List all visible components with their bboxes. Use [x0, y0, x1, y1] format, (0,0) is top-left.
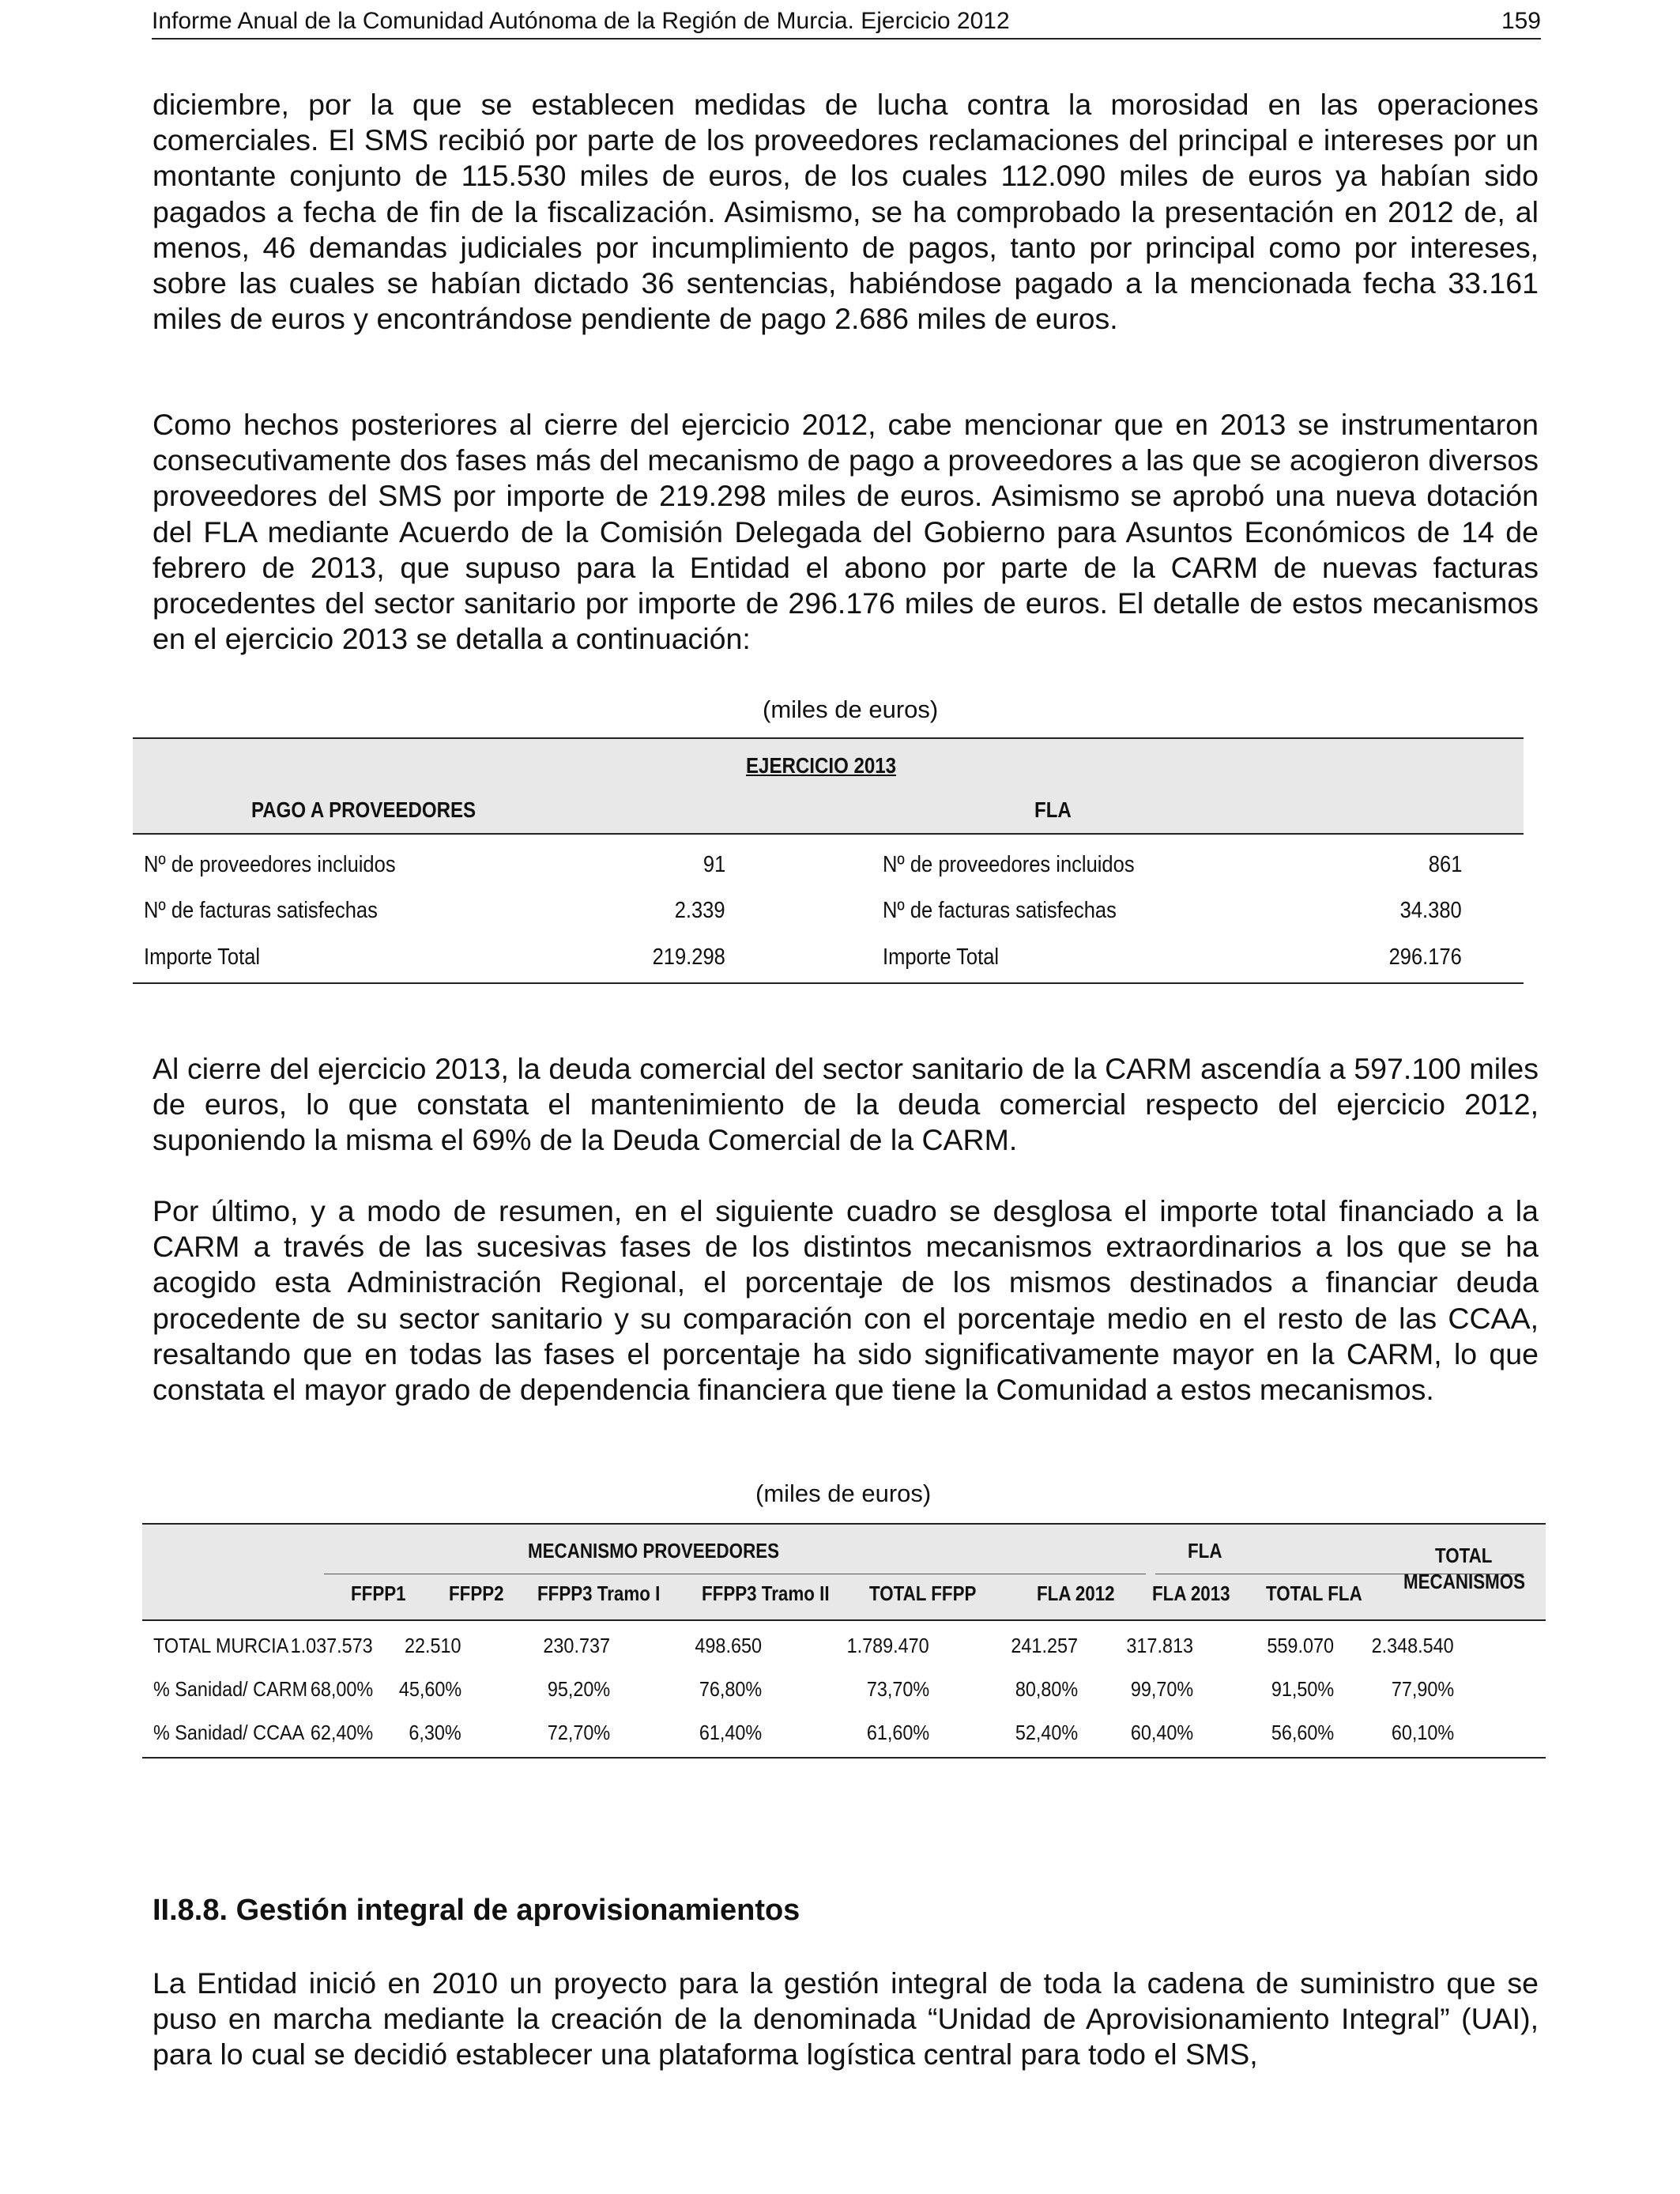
- table2-cell: 76,80%: [699, 1677, 762, 1701]
- table1-right-label: Importe Total: [883, 944, 1000, 970]
- table2-total-header-2: MECANISMOS: [1403, 1570, 1526, 1593]
- table2-row-label: TOTAL MURCIA: [153, 1634, 289, 1657]
- table2-cell: 2.348.540: [1371, 1634, 1454, 1657]
- header-title: Informe Anual de la Comunidad Autónoma de la Región de Murcia. Ejercicio 2012: [152, 8, 1010, 34]
- table2-cell: 60,10%: [1391, 1721, 1454, 1744]
- table2-cell: 1.037.573: [290, 1634, 373, 1657]
- page-header: [152, 5, 1541, 40]
- table2-cell: 68,00%: [310, 1677, 373, 1701]
- table1-left-label: Nº de proveedores incluidos: [144, 852, 396, 877]
- table1-left-value: 219.298: [652, 944, 725, 970]
- table2-cell: 99,70%: [1130, 1677, 1193, 1701]
- table2-header: [142, 1525, 1546, 1621]
- table1-group-header: EJERCICIO 2013: [746, 753, 897, 778]
- table1-right-header: FLA: [1034, 797, 1072, 822]
- table2-caption: (miles de euros): [755, 1480, 932, 1507]
- table1-left-header: PAGO A PROVEEDORES: [251, 797, 477, 822]
- paragraph-deuda-comercial: Al cierre del ejercicio 2013, la deuda comercial del sector sanitario de la CARM ascendía a 597.100 miles de euros, lo que constata el mantenimiento de la deuda comercial respecto del ejercicio 2012, suponiendo la misma el 69% de la Deuda Comercial de la CARM.: [153, 1052, 1539, 1157]
- table1-right-value: 34.380: [1399, 898, 1462, 923]
- page-number: 159: [1501, 8, 1541, 34]
- table2-cell: 73,70%: [866, 1677, 929, 1701]
- table2-cell: 72,70%: [547, 1721, 610, 1744]
- table2-cell: 559.070: [1267, 1634, 1334, 1657]
- table2-total-header-1: TOTAL: [1435, 1544, 1493, 1567]
- table2-group-fla: FLA: [1188, 1539, 1222, 1563]
- table2-cell: 61,60%: [866, 1721, 929, 1744]
- table1-header: [133, 739, 1524, 835]
- table2-cell: 56,60%: [1271, 1721, 1334, 1744]
- table2-col-total-ffpp: TOTAL FFPP: [869, 1581, 977, 1605]
- table2-cell: 95,20%: [547, 1677, 610, 1701]
- table2-cell: 1.789.470: [846, 1634, 929, 1657]
- table2-col-ffpp3-tramo1: FFPP3 Tramo I: [537, 1581, 661, 1605]
- table2-cell: 80,80%: [1015, 1677, 1078, 1701]
- table2-cell: 77,90%: [1391, 1677, 1454, 1701]
- table2-col-ffpp2: FFPP2: [449, 1581, 504, 1605]
- paragraph-hechos-posteriores: Como hechos posteriores al cierre del ejercicio 2012, cabe mencionar que en 2013 se instrumentaron consecutivamente dos fases más del mecanismo de pago a proveedores a las que se acogieron diversos proveedores del SMS por importe de 219.298 miles de euros. Asimismo se aprobó una nueva dotación del FLA mediante Acuerdo de la Comisión Delegada del Gobierno para Asuntos Económicos de 14 de febrero de 2013, que supuso para la Entidad el abono por parte de la CARM de nuevas facturas procedentes del sector sanitario por importe de 296.176 miles de euros. El detalle de estos mecanismos en el ejercicio 2013 se detalla a continuación:: [153, 408, 1539, 656]
- table2-cell: 22.510: [405, 1634, 461, 1657]
- table2-cell: 91,50%: [1271, 1677, 1334, 1701]
- table2-cell: 498.650: [695, 1634, 762, 1657]
- section-heading: II.8.8. Gestión integral de aprovisionamientos: [153, 1894, 800, 1927]
- table2-cell: 45,60%: [398, 1677, 461, 1701]
- table2-col-fla2013: FLA 2013: [1152, 1581, 1230, 1605]
- table2-cell: 317.813: [1126, 1634, 1193, 1657]
- table2-col-fla2012: FLA 2012: [1037, 1581, 1115, 1605]
- table1-right-value: 296.176: [1388, 944, 1462, 970]
- table1-caption: (miles de euros): [763, 696, 939, 723]
- table2-cell: 61,40%: [699, 1721, 762, 1744]
- paragraph-morosidad: diciembre, por la que se establecen medidas de lucha contra la morosidad en las operaciones comerciales. El SMS recibió por parte de los proveedores reclamaciones del principal e intereses por un montante conjunto de 115.530 miles de euros, de los cuales 112.090 miles de euros ya habían sido pagados a fecha de fin de la fiscalización. Asimismo, se ha comprobado la presentación en 2012 de, al menos, 46 demandas judiciales por incumplimiento de pagos, tanto por principal como por intereses, sobre las cuales se habían dictado 36 sentencias, habiéndose pagado a la mencionada fecha 33.161 miles de euros y encontrándose pendiente de pago 2.686 miles de euros.: [153, 88, 1539, 336]
- table2-col-ffpp1: FFPP1: [351, 1581, 406, 1605]
- table1-left-value: 91: [703, 852, 725, 877]
- table1-left-label: Importe Total: [144, 944, 261, 970]
- table2-col-ffpp3-tramo2: FFPP3 Tramo II: [702, 1581, 830, 1605]
- table2-group-proveedores: MECANISMO PROVEEDORES: [528, 1539, 780, 1563]
- paragraph-aprovisionamiento: La Entidad inició en 2010 un proyecto para la gestión integral de toda la cadena de suministro que se puso en marcha mediante la creación de la denominada “Unidad de Aprovisionamiento Integral” (UAI), para lo cual se decidió establecer una plataforma logística central para todo el SMS,: [153, 1966, 1539, 2071]
- table-mecanismos: [142, 1523, 1546, 1759]
- table2-cell: 241.257: [1011, 1634, 1078, 1657]
- table2-cell: 62,40%: [310, 1721, 373, 1744]
- table1-left-label: Nº de facturas satisfechas: [144, 898, 378, 923]
- table1-left-value: 2.339: [675, 898, 725, 923]
- paragraph-resumen: Por último, y a modo de resumen, en el siguiente cuadro se desglosa el importe total financiado a la CARM a través de las sucesivas fases de los distintos mecanismos extraordinarios a los que se ha acogido esta Administración Regional, el porcentaje de los mismos destinados a financiar deuda procedente de su sector sanitario y su comparación con el porcentaje medio en el resto de las CCAA, resaltando que en todas las fases el porcentaje ha sido significativamente mayor en la CARM, lo que constata el mayor grado de dependencia financiera que tiene la Comunidad a estos mecanismos.: [153, 1194, 1539, 1407]
- table2-col-total-fla: TOTAL FLA: [1266, 1581, 1362, 1605]
- table1-right-label: Nº de proveedores incluidos: [883, 852, 1135, 877]
- table1-right-value: 861: [1428, 852, 1462, 877]
- table2-cell: 52,40%: [1015, 1721, 1078, 1744]
- table-ejercicio-2013: [133, 737, 1524, 984]
- table2-row-label: % Sanidad/ CARM: [153, 1677, 308, 1701]
- table2-cell: 230.737: [543, 1634, 610, 1657]
- table2-cell: 60,40%: [1130, 1721, 1193, 1744]
- table2-cell: 6,30%: [409, 1721, 461, 1744]
- table1-right-label: Nº de facturas satisfechas: [883, 898, 1117, 923]
- table2-row-label: % Sanidad/ CCAA: [153, 1721, 305, 1744]
